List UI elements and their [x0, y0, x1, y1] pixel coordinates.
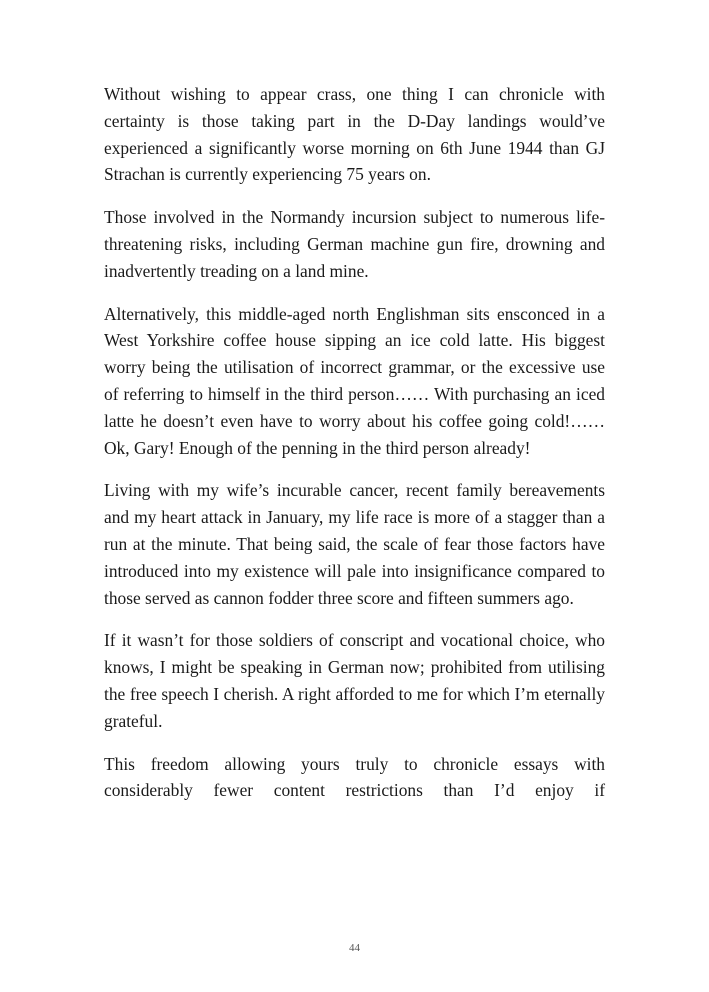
page-number: 44: [349, 942, 360, 954]
paragraph-2: Those involved in the Normandy incursion subject to numerous life-threatening risks, including German machine gun fire, drowning and inadvertently treading on a land mine.: [104, 207, 605, 281]
paragraph-6: This freedom allowing yours truly to chronicle essays with considerably fewer content restrictions than I’d enjoy if: [104, 753, 605, 801]
paragraph-3: Alternatively, this middle-aged north Englishman sits ensconced in a West Yorkshire coffee house sipping an ice cold latte. His biggest worry being the utilisation of incorrect grammar, or the excessive use of referring to himself in the third person…… With purchasing an iced latte he doesn’t even have to worry about his coffee going cold!…… Ok, Gary! Enough of the penning in the third person already!: [104, 303, 605, 458]
page-body: [104, 81, 605, 820]
paragraph-4: Living with my wife’s incurable cancer, recent family bereavements and my heart attack in January, my life race is more of a stagger than a run at the minute. That being said, the scale of fear those factors have introduced into my existence will pale into insignificance compared to those served as cannon fodder three score and fifteen summers ago.: [104, 480, 605, 608]
paragraph-1: Without wishing to appear crass, one thing I can chronicle with certainty is those taking part in the D-Day landings would’ve experienced a significantly worse morning on 6th June 1944 than GJ Strachan is currently experiencing 75 years on.: [104, 84, 605, 185]
paragraph-5: If it wasn’t for those soldiers of conscript and vocational choice, who knows, I might be speaking in German now; prohibited from utilising the free speech I cherish. A right afforded to me for which I’m eternally grateful.: [104, 630, 605, 731]
